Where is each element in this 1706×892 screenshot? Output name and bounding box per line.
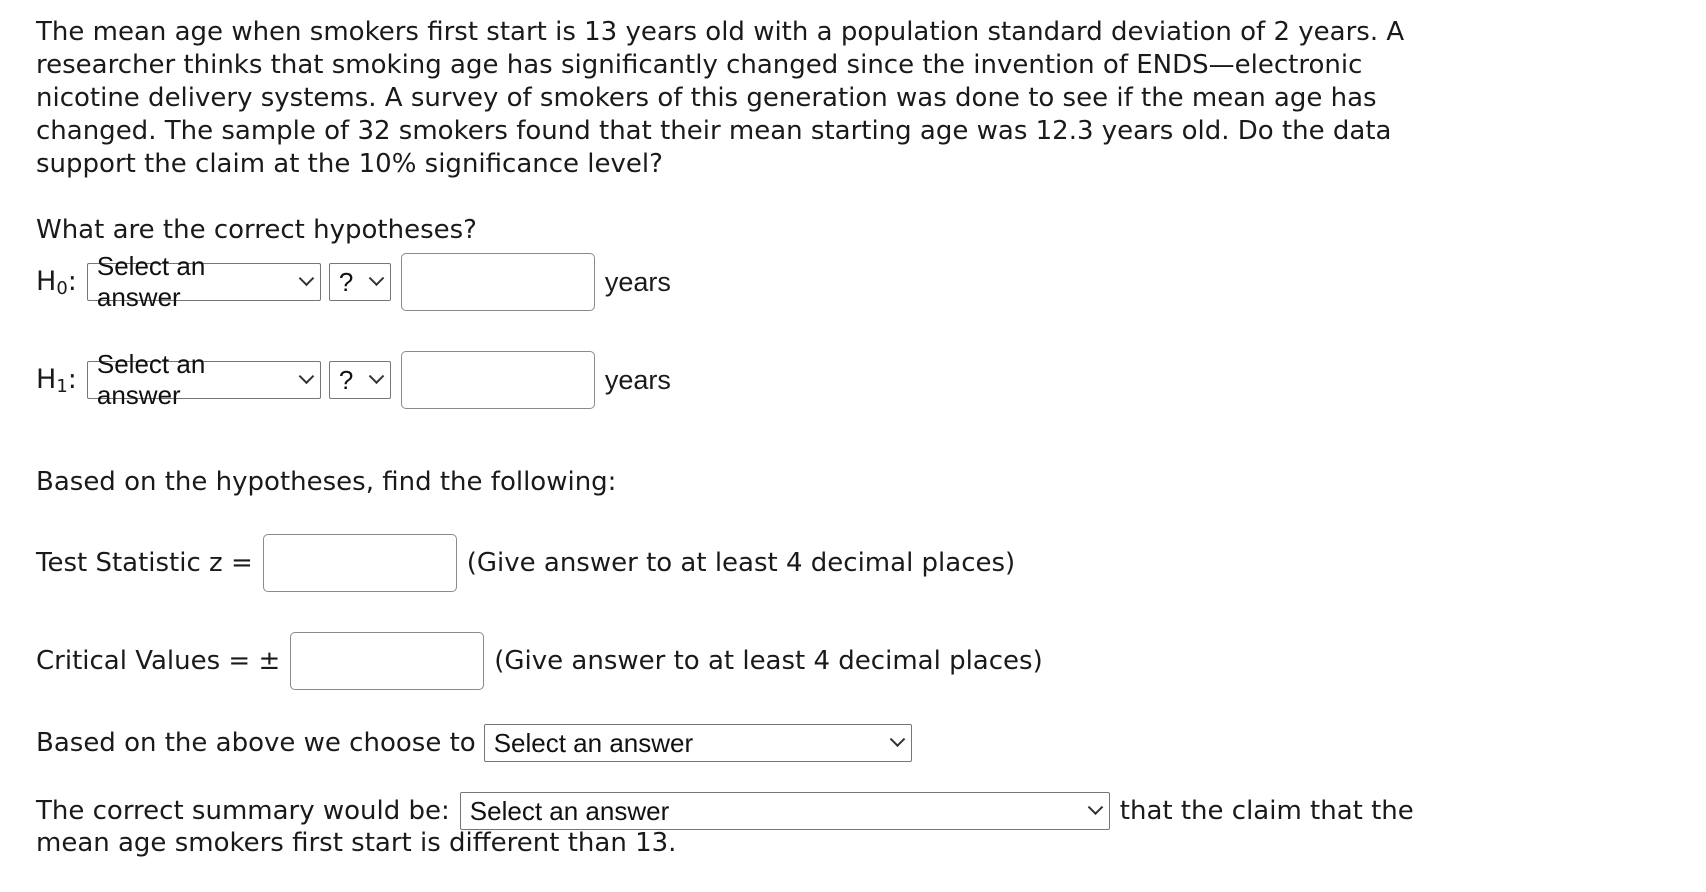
find-following-prompt: Based on the hypotheses, find the following: <box>36 467 617 497</box>
h0-value-input[interactable] <box>401 253 595 311</box>
hypotheses-question: What are the correct hypotheses? <box>36 215 477 245</box>
h1-unit-label: years <box>604 364 671 395</box>
chevron-down-icon <box>299 270 314 285</box>
h0-parameter-select-value: Select an answer <box>96 251 206 312</box>
decision-select[interactable] <box>484 724 912 762</box>
summary-continuation-text: mean age smokers first start is different than 13. <box>36 828 677 858</box>
decision-select-value: Select an answer <box>493 727 694 758</box>
find-following-prompt-row <box>36 467 616 497</box>
null-hypothesis-row <box>36 253 671 311</box>
test-statistic-label: Test Statistic z = <box>36 548 253 578</box>
chevron-down-icon <box>369 368 385 384</box>
alternative-hypothesis-row <box>36 351 671 409</box>
critical-values-row <box>36 632 1043 690</box>
critical-values-label: Critical Values = ± <box>36 646 281 676</box>
decision-row <box>36 724 912 762</box>
summary-select-value: Select an answer <box>469 795 670 826</box>
h0-parameter-select[interactable] <box>87 251 321 312</box>
summary-after-text: that the claim that the <box>1119 796 1414 826</box>
critical-values-input[interactable] <box>290 632 484 690</box>
critical-values-hint: (Give answer to at least 4 decimal places) <box>494 646 1043 676</box>
h0-operator-select-value: ? <box>338 266 354 297</box>
summary-select[interactable] <box>460 792 1110 830</box>
summary-label: The correct summary would be: <box>36 796 450 826</box>
test-statistic-row <box>36 534 1015 592</box>
chevron-down-icon <box>299 368 314 383</box>
h1-parameter-select-value: Select an answer <box>96 349 206 410</box>
h0-operator-select[interactable] <box>329 263 391 301</box>
alternative-hypothesis-label: $H_1$: <box>36 363 77 397</box>
chevron-down-icon <box>369 270 385 286</box>
h1-parameter-select[interactable] <box>87 349 321 410</box>
chevron-down-icon <box>889 731 905 747</box>
h1-operator-select-value: ? <box>338 364 354 395</box>
chevron-down-icon <box>1088 799 1104 815</box>
h1-operator-select[interactable] <box>329 361 391 399</box>
test-statistic-hint: (Give answer to at least 4 decimal places) <box>466 548 1016 578</box>
h1-value-input[interactable] <box>401 351 595 409</box>
question-page <box>36 16 1676 858</box>
h0-unit-label: years <box>604 266 671 297</box>
decision-label: Based on the above we choose to <box>36 728 476 758</box>
summary-row <box>36 792 1414 830</box>
test-statistic-input[interactable] <box>263 534 457 592</box>
null-hypothesis-label: $H_0$: <box>36 265 77 299</box>
problem-statement: The mean age when smokers first start is 13 years old with a population standard deviation of 2 years. A researcher thinks that smoking age has significantly changed since the invention of ENDS—electronic nicotine delivery systems. A survey of smokers of this generation was done to see if the mean age has changed. The sample of 32 smokers found that their mean starting age was 12.3 years old. Do the data support the claim at the 10% significance level? <box>36 17 1405 179</box>
